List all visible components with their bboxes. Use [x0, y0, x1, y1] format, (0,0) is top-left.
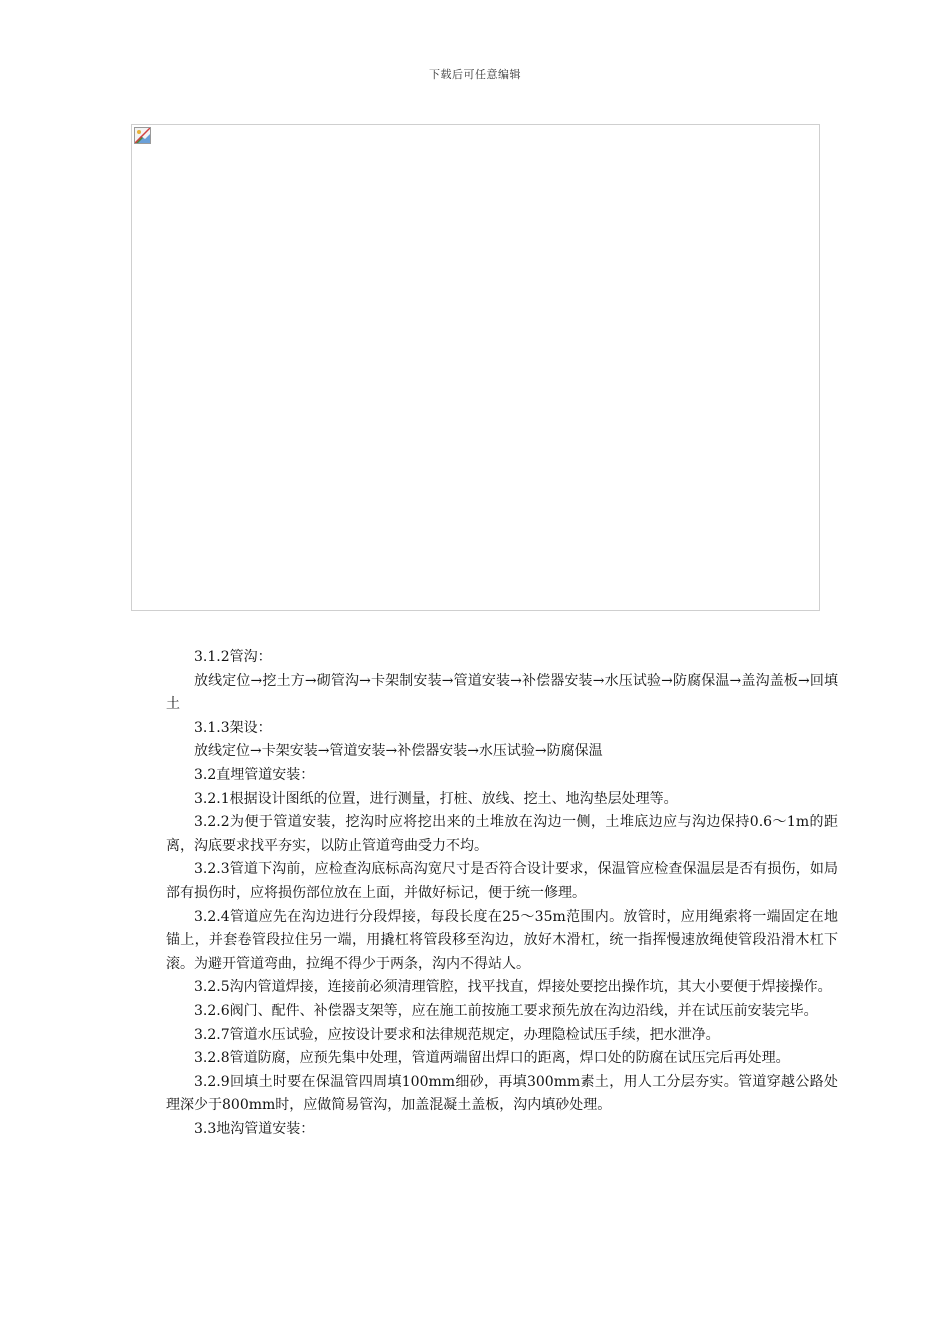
document-body: [166, 646, 838, 1141]
paragraph-3-2-5: 3.2.5沟内管道焊接，连接前必须清理管腔，找平找直，焊接处要挖出操作坑，其大小要便于焊接操作。: [194, 979, 832, 996]
process-flow-overhead: 放线定位→卡架安装→管道安装→补偿器安装→水压试验→防腐保温: [194, 743, 603, 760]
broken-image-icon: [134, 127, 151, 144]
paragraph-3-2-3: 3.2.3管道下沟前，应检查沟底标高沟宽尺寸是否符合设计要求，保温管应检查保温层是否有损伤，如局部有损伤时，应将损伤部位放在上面，并做好标记，便于统一修理。: [166, 861, 838, 901]
heading-3-1-2: 3.1.2管沟：: [194, 649, 272, 665]
paragraph-3-2-7: 3.2.7管道水压试验，应按设计要求和法律规范规定，办理隐检试压手续，把水泄净。: [194, 1026, 720, 1043]
heading-3-3: 3.3地沟管道安装：: [194, 1120, 315, 1137]
paragraph-3-2-2: 3.2.2为便于管道安装，挖沟时应将挖出来的土堆放在沟边一侧，土堆底边应与沟边保持0.6～1m的距离，沟底要求找平夯实，以防止管道弯曲受力不均。: [166, 814, 838, 854]
heading-3-2: 3.2直埋管道安装：: [194, 766, 315, 783]
paragraph-3-2-4: 3.2.4管道应先在沟边进行分段焊接，每段长度在25～35m范围内。放管时，应用绳索将一端固定在地锚上，并套卷管段拉住另一端，用撬杠将管段移至沟边，放好木滑杠，统一指挥慢速放绳使管段沿滑木杠下滚。为避开管道弯曲，拉绳不得少于两条，沟内不得站人。: [166, 908, 838, 972]
paragraph-3-2-1: 3.2.1根据设计图纸的位置，进行测量，打桩、放线、挖土、地沟垫层处理等。: [194, 790, 678, 807]
page-header: 下载后可任意编辑: [429, 68, 521, 81]
process-flow-trench: 放线定位→挖土方→砌管沟→卡架制安装→管道安装→补偿器安装→水压试验→防腐保温→盖沟盖板→回填土: [166, 672, 838, 713]
image-placeholder: [131, 124, 820, 611]
paragraph-3-2-8: 3.2.8管道防腐，应预先集中处理，管道两端留出焊口的距离，焊口处的防腐在试压完后再处理。: [194, 1050, 790, 1067]
paragraph-3-2-6: 3.2.6阀门、配件、补偿器支架等，应在施工前按施工要求预先放在沟边沿线，并在试压前安装完毕。: [194, 1002, 818, 1019]
heading-3-1-3: 3.1.3架设：: [194, 719, 272, 736]
paragraph-3-2-9: 3.2.9回填土时要在保温管四周填100mm细砂，再填300mm素土，用人工分层夯实。管道穿越公路处理深少于800mm时，应做简易管沟，加盖混凝土盖板，沟内填砂处理。: [166, 1073, 838, 1114]
